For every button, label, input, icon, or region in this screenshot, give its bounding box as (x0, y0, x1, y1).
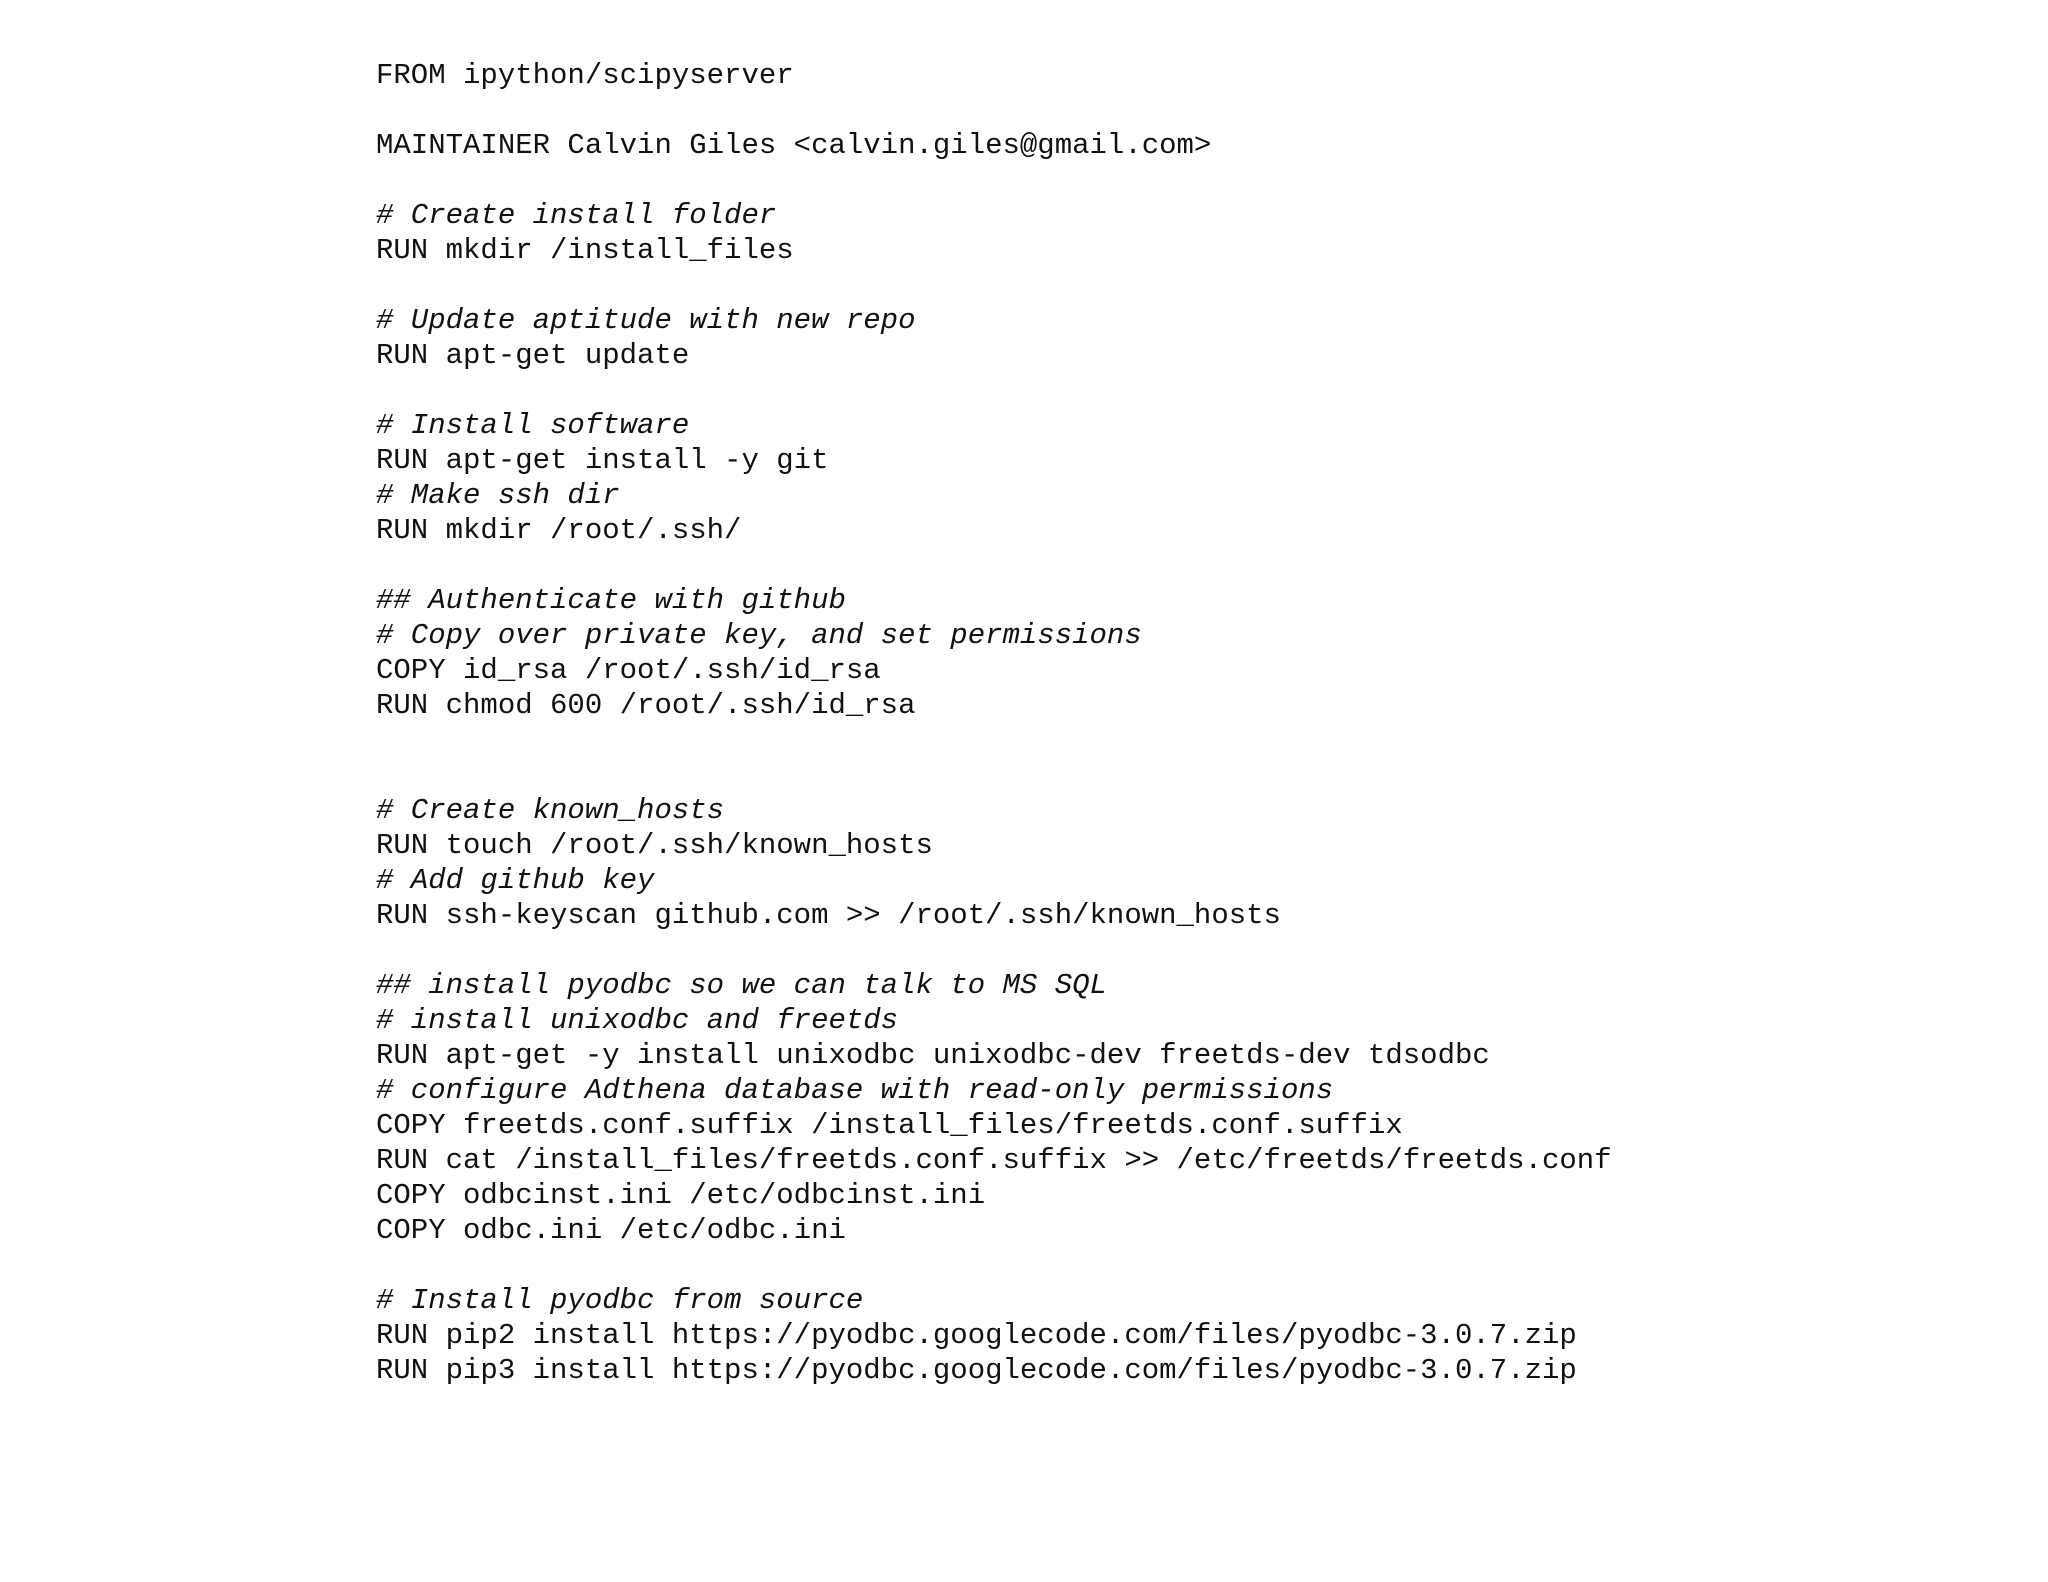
comment-line: # Install pyodbc from source (376, 1284, 864, 1317)
code-line: RUN touch /root/.ssh/known_hosts (376, 829, 933, 862)
code-line: RUN mkdir /root/.ssh/ (376, 514, 742, 547)
dockerfile-listing (376, 58, 1612, 1388)
blank-line (376, 268, 1612, 303)
blank-line (376, 163, 1612, 198)
code-line: FROM ipython/scipyserver (376, 59, 794, 92)
blank-line (376, 933, 1612, 968)
code-line: RUN apt-get update (376, 339, 690, 372)
code-line: RUN cat /install_files/freetds.conf.suffix >> /etc/freetds/freetds.conf (376, 1144, 1612, 1177)
comment-line: # install unixodbc and freetds (376, 1004, 899, 1037)
code-line: COPY odbc.ini /etc/odbc.ini (376, 1214, 846, 1247)
comment-line: # Install software (376, 409, 690, 442)
blank-line (376, 758, 1612, 793)
code-line: RUN apt-get install -y git (376, 444, 829, 477)
code-line: RUN pip3 install https://pyodbc.googlecode.com/files/pyodbc-3.0.7.zip (376, 1354, 1577, 1387)
comment-line: # configure Adthena database with read-only permissions (376, 1074, 1334, 1107)
code-line: COPY odbcinst.ini /etc/odbcinst.ini (376, 1179, 986, 1212)
code-line: RUN pip2 install https://pyodbc.googlecode.com/files/pyodbc-3.0.7.zip (376, 1319, 1577, 1352)
blank-line (376, 373, 1612, 408)
code-line: RUN mkdir /install_files (376, 234, 794, 267)
blank-line (376, 1248, 1612, 1283)
code-line: COPY freetds.conf.suffix /install_files/freetds.conf.suffix (376, 1109, 1403, 1142)
blank-line (376, 723, 1612, 758)
code-line: RUN chmod 600 /root/.ssh/id_rsa (376, 689, 916, 722)
code-line: RUN apt-get -y install unixodbc unixodbc-dev freetds-dev tdsodbc (376, 1039, 1490, 1072)
comment-line: # Add github key (376, 864, 655, 897)
code-line: MAINTAINER Calvin Giles <calvin.giles@gmail.com> (376, 129, 1212, 162)
comment-line: # Copy over private key, and set permissions (376, 619, 1142, 652)
code-line: COPY id_rsa /root/.ssh/id_rsa (376, 654, 881, 687)
comment-line: ## install pyodbc so we can talk to MS SQL (376, 969, 1107, 1002)
blank-line (376, 548, 1612, 583)
comment-line: # Update aptitude with new repo (376, 304, 916, 337)
code-line: RUN ssh-keyscan github.com >> /root/.ssh/known_hosts (376, 899, 1281, 932)
blank-line (376, 93, 1612, 128)
comment-line: # Make ssh dir (376, 479, 620, 512)
comment-line: # Create known_hosts (376, 794, 725, 827)
comment-line: # Create install folder (376, 199, 777, 232)
comment-line: ## Authenticate with github (376, 584, 846, 617)
